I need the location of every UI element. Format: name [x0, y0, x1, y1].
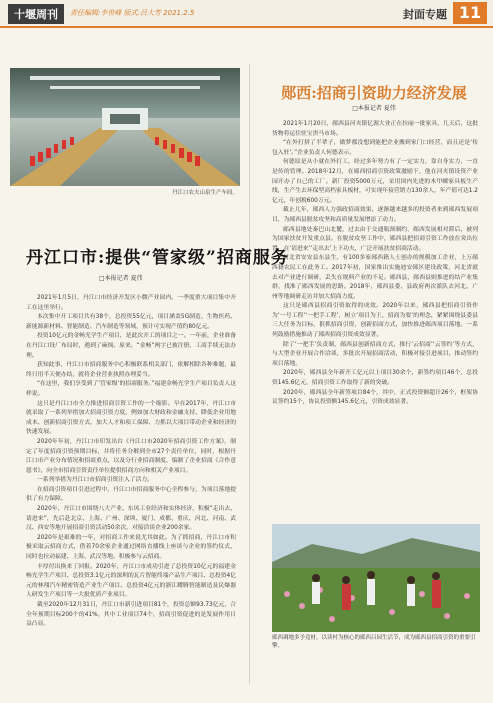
paragraph: 一系列举措为丹江口市招商引资注入了活力。	[37, 477, 153, 484]
photo-caption-right: 郧西调地多予竟材，以读村为核心的郧西吕园生活节，成为郧西县招商引资的重要引擎。	[272, 635, 476, 649]
article-body-right	[272, 120, 478, 408]
article-title-left: 丹江口市:提供“管家级”招商服务	[26, 248, 289, 268]
article-title-right: 郧西:招商引资助力经济发展	[281, 84, 467, 102]
paragraph: 河北省安安县东县生，有100多家郧西籍人士创办的规模加工企业，上万郧西籍农民工在此务工。2017年初，国家推出实施迪安郧区建设政策，河北省就去对产业进行调研，丢失在规料产业的不足。郧西县，郧西县则推进的结产业集群，找准了郧西发展的思路。2018年，郧西县委、县政府两次派队去河北、广州等地调研走访并加大招商力度。	[272, 255, 478, 300]
section-title: 封面专题	[403, 8, 447, 21]
paragraph: 获知此事，丹江口市招商服务中心积极联系相关部门，依解相除各种难题，最终只用半天便办结，就将企业营业执照办理妥当。	[26, 362, 236, 378]
paragraph: 除了‘一把手’负责制，郧西县创新招商方式，推行‘云招商’‘云签约’等方式，与大型企业开展合作洽谈，多批次开展招商活动，积极对接引进项目，推动签约项目落地。	[272, 341, 478, 367]
paragraph: 何德原是从小就在外打工，经过多年努力有了一定实力，靠自身实力，一直是传的管理。2018年12月，在郧西招商引资政策激励下，他在河夹镇设资产业园开办了自己的工厂。新厂投资5000万元，采用国内先进的木甲螺家具板生产线，生产生去环保型高档家具板材，可实现年接营销力130余人，年产值可达1.2亿元，年创税600万元。	[272, 159, 478, 204]
paragraph: 2020年，丹江口市围绕八大产业、东风工业经济和实体经济，积极“走出去、请进来”，先后赴北京、上海、广州、深圳、厦门、成都、重庆、河北、河南、武汉、西安等地开展招商引资活动50余次，对接洽谈企业200余家。	[26, 506, 236, 532]
paragraph: 投资10亿元的金畅光学生产项目，是此次开工的项目之一。一年前，企业准备在丹江口设厂布局时，遇到了麻烦。原来，“金畅”两字已被注册，工商手续无法办理。	[26, 333, 236, 359]
paragraph: “在外打拼了半辈子，做梦都没想到能把企业搬到家门口经营，而且还是‘传包入驻’。”企业负责人何德表示。	[272, 140, 478, 156]
paragraph: 2021年1月20日，郧西县河夹镇亿源大业正在拉丽一批家具，几天后，这批货物将运往驻宝贵马市场。	[272, 121, 478, 137]
field-photo	[272, 524, 480, 632]
paragraph: “在这里，我们享受到了‘管家级’的招商服务。”福建金畅光学生产项目负责人这样说。	[26, 381, 236, 397]
column-divider	[249, 64, 250, 684]
paragraph: 截止几年，郧西人力强政招商效果，逐渐越来越多的投资者来到郧西发展项目，为郧西县脱贫攻坚和高质量发展增添了动力。	[272, 207, 478, 223]
paragraph: 2020年，郧西县全年新开工亿元以上项目30余个，新签约项目46个，总投资145.6亿元，招商引资工作取得了新的突破。	[272, 370, 478, 387]
factory-photo	[10, 68, 240, 186]
paragraph: 2021年1月5日，丹江口市经济开发区小微产业园内，一季度重大项目集中开工在这里举行。	[26, 295, 236, 311]
paragraph: 这只是郧西县招商引资取得的成效。2020年以来，郧西县把招商引资作为‘一号工程’‘一把手工程’，树立‘项目为王，招商为要’的理念，紧紧围绕县委县三大任务为目标，狠抓招商引资，创新招商方式，加快推进郧西项目落地。一系列鼓励措施推动了郧西招商引资成效显著。	[272, 303, 478, 339]
paragraph: 郧西县地处秦巴山北麓，过去由于交通瓶颈制约，郧西发展相对滞后，被列为国家扶贫开发重点县。在脱贫攻坚工作中，郧西县把招商引资工作放在突出位置，在‘请进来’‘走出去’上下功夫，广泛开展扶贫招商活动。	[272, 226, 478, 252]
paragraph: 2020年年初，丹江口市印发出台《丹江口市2020年招商引资工作方案》，制定了年度招商引资预期目标，并将任务分解到全市27个责任单位，同时，根据丹江口市产业分布情况和招商重点，以及分行业招商制度，编制了企业招商《合作意愿书》，向全市招商引资责任单位提供招商方向和相关产业项目。	[26, 438, 236, 474]
paragraph: 本次集中开工项目共有38个，总投资55亿元，项目涵盖5G制造、生物医药、新能源新材料、智能制造、汽车制造等领域，预计可实现产值约80亿元。	[26, 314, 236, 330]
paragraph: 这只是丹江口市全力推进招商引资工作的一个缩影。早在2017年，丹江口市就采取了一系列举措加大招商引资力度，例如加大财政和金融支持、降低企业用地成本、创新招商引资方式、加大人才和项工保障、力抓以大项目带动企业和经济的快速发展。	[26, 400, 236, 436]
page-header	[0, 0, 493, 28]
header-info: 责任编辑:李世峰 版式:吕大芳 2021.2.5	[70, 9, 195, 17]
paragraph: 2020年是艰难的一年，对招商工作来说尤其如此。为了抓招商，丹江口市积极采取云招商方式，借着70余家企业通过网络直播线上座谈与企业的签约仪式，同时也拉动福建、上海、武汉等地。积极参与云招商。	[26, 534, 236, 561]
paragraph: 2020年，郧西县全年新签项目84个，其中，正式投资额超计26个，框架协议签约15个，协议投资额145.6亿元，引资成效显著。	[272, 389, 478, 406]
byline-right: □本报记者 夏伟	[352, 105, 396, 112]
paragraph: 丰厚付出换来丁回报。2020年，丹江口市成功引进了总投资10亿元的福建金畅光学生产项目、总投资3.1亿元的深圳的瓦片智能终端产品生产项目、总投资4亿元的林翔汽车精密铸造产业生产项目、总投资4亿元的浙江耀腾智能制造及民爆器人研发生产项目等一大批优质产业项目。	[26, 563, 237, 599]
byline-left: □本报记者 夏伟	[99, 275, 143, 282]
paragraph: 在招商引资项目引进过程中，丹江口市招商服务中心全程参与，为项目落地提供了有力保障。	[26, 486, 236, 503]
paper-name: 十堰周刊	[8, 4, 64, 24]
paragraph: 截至2020年12月31日，丹江口市新引进项目81个，投资总额93.73亿元，合全年预期目标200个的41%，其中工业项目74个，招商引资促进的是发展作用日益凸显。	[26, 602, 236, 628]
photo-caption-left: 丹江口农夫山泉生产车间。	[171, 190, 238, 196]
page-number: 11	[453, 2, 487, 24]
article-body-left	[26, 294, 236, 630]
